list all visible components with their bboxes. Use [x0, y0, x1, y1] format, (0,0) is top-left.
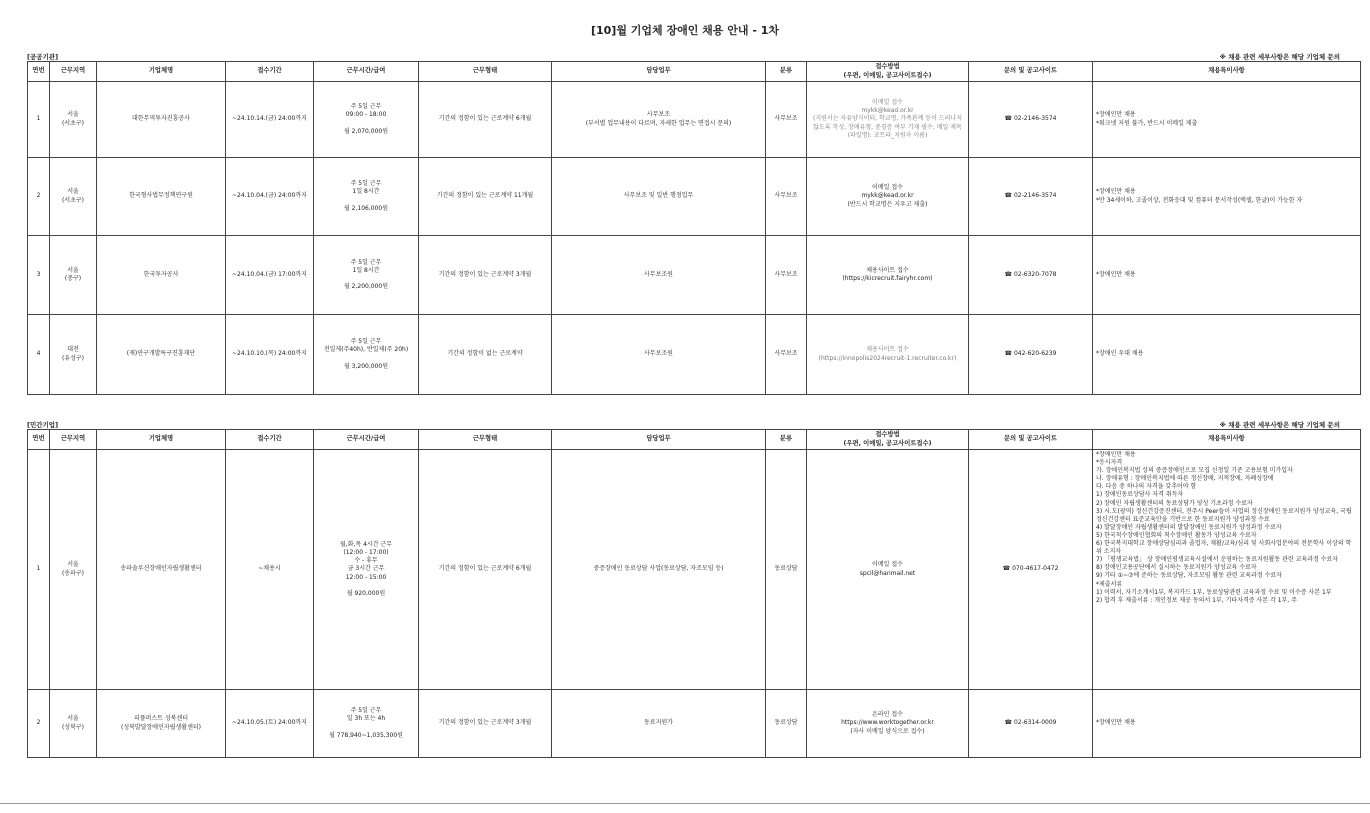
- table-row: [28, 690, 1361, 758]
- company-name: 한국투자공사: [97, 236, 226, 315]
- work-region: 대전 (유성구): [50, 315, 97, 395]
- phone-number: 070-4617-0472: [1012, 565, 1059, 573]
- job-duty: 중증장애인 동료상담 사업(동료상담, 자조모임 등): [552, 450, 766, 690]
- page-title: [10]월 기업체 장애인 채용 안내 - 1차: [590, 24, 780, 37]
- work-region: 서울 (서초구): [50, 158, 97, 236]
- job-category: 사무보조: [766, 158, 807, 236]
- company-name: 대한무역투자진흥공사: [97, 82, 226, 158]
- employment-type: 기간의 정함이 있는 근로계약 3개월: [419, 690, 552, 758]
- header-method: 접수방법 (우편, 이메일, 공고사이트접수): [807, 430, 969, 450]
- header-category: 분류: [766, 62, 807, 82]
- contact-info: [969, 450, 1093, 690]
- work-region: 서울 (서초구): [50, 82, 97, 158]
- header-company: 기업체명: [97, 62, 226, 82]
- table-row: [28, 82, 1361, 158]
- job-category: 사무보조: [766, 315, 807, 395]
- company-name: 한국형사법무정책연구원: [97, 158, 226, 236]
- contact-info: [969, 158, 1093, 236]
- hiring-notes: *장애인만 채용 *만 34세이하, 고졸이상, 전화응대 및 컴퓨터 문서작성(엑셀, 한글)이 가능한 자: [1093, 158, 1361, 236]
- application-period: ~24.10.05.(토) 24:00까지: [226, 690, 314, 758]
- row-number: 4: [28, 315, 50, 395]
- phone-number: 042-620-6239: [1013, 350, 1057, 358]
- hiring-notes: *장애인 우대 채용: [1093, 315, 1361, 395]
- public-section-note: ※ 채용 관련 세부사항은 해당 기업체 문의: [1219, 53, 1340, 61]
- header-hours: 근무시간/급여: [314, 62, 419, 82]
- application-period: ~24.10.14.(금) 24:00까지: [226, 82, 314, 158]
- phone-icon: ☎: [1004, 719, 1012, 727]
- table-row: [28, 236, 1361, 315]
- application-method: 온라인 접수 https://www.worktogether.or.kr (자사 이메일 양식으로 접수): [807, 690, 969, 758]
- header-type: 근무형태: [419, 62, 552, 82]
- header-no: 연번: [28, 62, 50, 82]
- header-notes: 채용특이사항: [1093, 430, 1361, 450]
- application-method: 이메일 접수 spcil@hanmail.net: [807, 450, 969, 690]
- contact-info: [969, 690, 1093, 758]
- header-method: 접수방법 (우편, 이메일, 공고사이트접수): [807, 62, 969, 82]
- job-category: 사무보조: [766, 236, 807, 315]
- employment-type: 기간의 정함이 있는 근로계약 6개월: [419, 82, 552, 158]
- employment-type: 기간의 정함이 있는 근로계약 3개월: [419, 236, 552, 315]
- table-row: [28, 158, 1361, 236]
- work-region: 서울 (성북구): [50, 690, 97, 758]
- job-category: 사무보조: [766, 82, 807, 158]
- header-period: 접수기간: [226, 62, 314, 82]
- header-region: 근무지역: [50, 430, 97, 450]
- application-method: 이메일 접수 mykk@kead.or.kr (지원서는 자유양식이되, 학교명, 가족관계 등이 드러나지 않도록 작성, 장애유형, 중경증 여부 기재 필수, 메일 제목(파일명): 코트라_지원자 이름): [807, 82, 969, 158]
- work-hours-pay: 주 5일 근무 09:00 - 18:00 월 2,070,000원: [314, 82, 419, 158]
- header-no: 연번: [28, 430, 50, 450]
- public-jobs-table: [27, 61, 1361, 395]
- company-name: 피플퍼스트 성북센터 (성북발달장애인자립생활센터): [97, 690, 226, 758]
- job-duty: 사무보조 (부서별 업무내용이 다르며, 자세한 업무는 면접시 문의): [552, 82, 766, 158]
- application-period: ~24.10.04.(금) 24:00까지: [226, 158, 314, 236]
- phone-icon: ☎: [1004, 270, 1012, 278]
- contact-info: [969, 236, 1093, 315]
- phone-icon: ☎: [1004, 115, 1012, 123]
- header-hours: 근무시간/급여: [314, 430, 419, 450]
- phone-number: 02-2146-3574: [1013, 192, 1057, 200]
- job-category: 동료상담: [766, 690, 807, 758]
- header-duty: 담당업무: [552, 430, 766, 450]
- contact-info: [969, 82, 1093, 158]
- header-region: 근무지역: [50, 62, 97, 82]
- company-name: 송파솔루션장애인자립생활센터: [97, 450, 226, 690]
- private-section-label: [민간기업]: [27, 421, 59, 429]
- work-region: 서울 (중구): [50, 236, 97, 315]
- header-company: 기업체명: [97, 430, 226, 450]
- phone-icon: ☎: [1004, 192, 1012, 200]
- header-period: 접수기간: [226, 430, 314, 450]
- employment-type: 기간의 정함이 있는 근로계약 6개월: [419, 450, 552, 690]
- header-type: 근무형태: [419, 430, 552, 450]
- header-notes: 채용특이사항: [1093, 62, 1361, 82]
- company-name: (재)연구개발특구진흥재단: [97, 315, 226, 395]
- phone-icon: ☎: [1002, 565, 1011, 573]
- application-period: ~24.10.04.(금) 17:00까지: [226, 236, 314, 315]
- header-contact: 문의 및 공고사이트: [969, 62, 1093, 82]
- row-number: 1: [28, 82, 50, 158]
- phone-number: 02-6314-0009: [1013, 719, 1057, 727]
- header-duty: 담당업무: [552, 62, 766, 82]
- private-section-note: ※ 채용 관련 세부사항은 해당 기업체 문의: [1219, 421, 1340, 429]
- work-hours-pay: 주 5일 근무 전일제(주40h), 반일제(주 20h) 월 3,200,000원: [314, 315, 419, 395]
- work-region: 서울 (송파구): [50, 450, 97, 690]
- row-number: 2: [28, 690, 50, 758]
- public-section-label: [공공기관]: [27, 53, 59, 61]
- work-hours-pay: 주 5일 근무 일 3h 또는 4h 월 778,940~1,035,300원: [314, 690, 419, 758]
- application-period: ~24.10.10.(목) 24:00까지: [226, 315, 314, 395]
- contact-info: [969, 315, 1093, 395]
- hiring-notes: *장애인만 채용: [1093, 236, 1361, 315]
- phone-number: 02-2146-3574: [1013, 115, 1057, 123]
- table-row: [28, 315, 1361, 395]
- row-number: 1: [28, 450, 50, 690]
- hiring-notes: [1093, 450, 1361, 690]
- job-duty: 사무보조 및 일반 행정업무: [552, 158, 766, 236]
- job-duty: 사무보조원: [552, 315, 766, 395]
- employment-type: 기간의 정함이 없는 근로계약: [419, 315, 552, 395]
- application-method: 이메일 접수 mykk@kead.or.kr (반드시 학교명은 지우고 제출): [807, 158, 969, 236]
- row-number: 2: [28, 158, 50, 236]
- table-row: [28, 450, 1361, 690]
- application-method: 채용사이트 접수 (https://kicrecruit.fairyhr.com): [807, 236, 969, 315]
- hiring-notes-text: *장애인만 채용 *응시자격 가. 장애인복지법 상의 중증장애인으로 모집 신청일 기준 고용보험 미가입자 나. 장애유형 : 장애인복지법에 따른 정신장애, 지적장애, 자폐성장애 다. 다음 중 하나의 자격을 갖추어야 함 1) 장애인동료상담사 자격 취득자 2) 장애인 자립생활센터의 동료상담가 양성 기초과정 수료자 3) 시.도(광역) 정신건강증진센터, 전주시 Peer들이 사업의 정신장애인 동료지원가 양성교육, 국립정신건강센터 표준교육안을 기반으로 한 동료지원가 양성과정 수료 4) 발달장애인 자립생활센터의 발달장애인 동료지원가 양성과정 수료자 5) 한국척수장애인협회의 척수장애인 활동가 양성교육 수료자 6) 한국복지대학교 장애상담심리과 졸업자, 재활/교육/심리 및 사회사업분야의 전문학사 이상의 학위 소지자 7) 「평생교육법」 상 장애인평생교육시설에서 운영하는 동료지원활동 관련 교육과정 수료자 8) 장애인고용공단에서 실시하는 동료지원가 양성교육 수료자 9) 기타 ①~⑦에 준하는 동료상담, 자조모임 활동 관련 교육과정 수료자 *제출서류 1) 이력서, 자기소개서1부, 복지카드 1부, 동료상담관련 교육과정 수료 및 이수증 사본 1부 2) 합격 후 제출서류 : 개인정보 제공 동의서 1부, 기타자격증 사본 각 1부, 주: [1096, 451, 1352, 604]
- work-hours-pay: 주 5일 근무 1일 8시간 월 2,106,000원: [314, 158, 419, 236]
- work-hours-pay: 주 5일 근무 1일 8시간 월 2,200,000원: [314, 236, 419, 315]
- row-number: 3: [28, 236, 50, 315]
- header-category: 분류: [766, 430, 807, 450]
- header-contact: 문의 및 공고사이트: [969, 430, 1093, 450]
- phone-number: 02-6320-7078: [1013, 270, 1057, 278]
- job-duty: 사무보조원: [552, 236, 766, 315]
- table-header-row: [28, 430, 1361, 450]
- hiring-notes: *장애인만 채용 *워크넷 지원 불가, 반드시 이메일 제출: [1093, 82, 1361, 158]
- work-hours-pay: 월,화,목 4시간 근무 (12:00 - 17:00) 수 - 휴무 금 3시간 근무 12:00 - 15:00 월 920,000원: [314, 450, 419, 690]
- bottom-divider: [0, 803, 1370, 804]
- application-period: ~채용시: [226, 450, 314, 690]
- application-method: 채용사이트 접수 (https://innopolis2024recruit-1.recruiter.co.kr): [807, 315, 969, 395]
- hiring-notes: *장애인만 채용: [1093, 690, 1361, 758]
- job-duty: 동료지원가: [552, 690, 766, 758]
- table-header-row: [28, 62, 1361, 82]
- phone-icon: ☎: [1004, 350, 1012, 358]
- employment-type: 기간의 정함이 있는 근로계약 11개월: [419, 158, 552, 236]
- job-category: 동료상담: [766, 450, 807, 690]
- private-jobs-table: [27, 429, 1361, 758]
